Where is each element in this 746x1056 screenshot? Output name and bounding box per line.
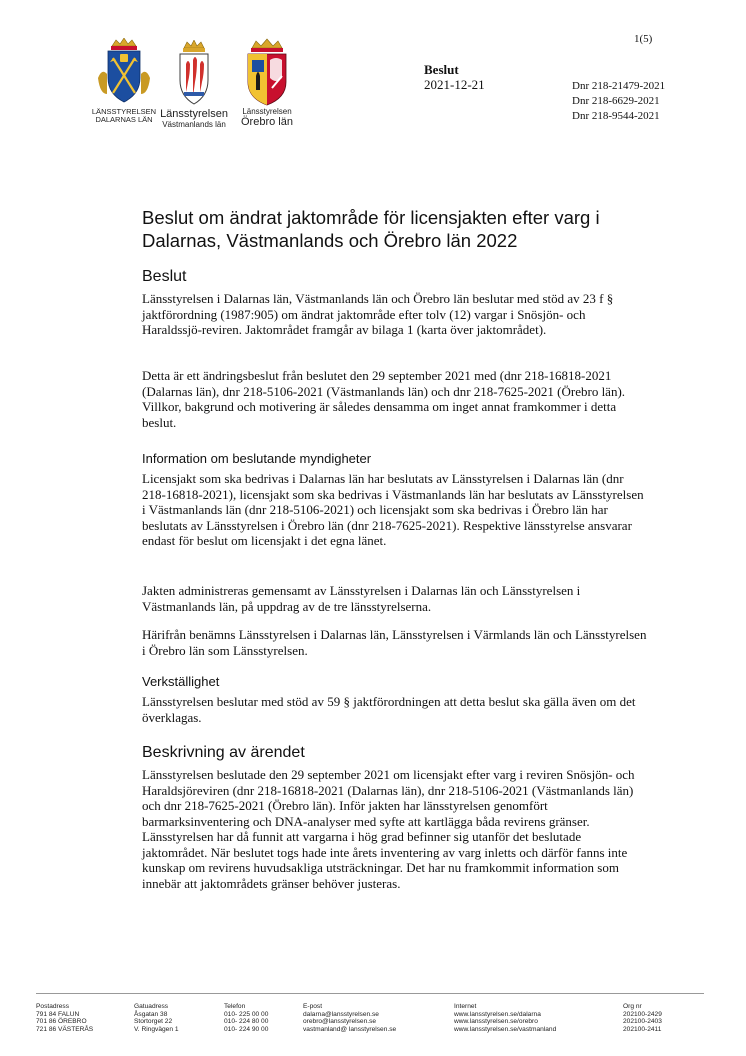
footer-gatuadress-line: V. Ringvägen 1: [134, 1025, 179, 1033]
logo-dalarna-line2: DALARNAS LÄN: [95, 115, 153, 124]
paragraph-beskrivning: Länsstyrelsen beslutade den 29 september 2021 om licensjakt efter varg i reviren Snösjön- och Haraldsjöreviren (dnr 218-16818-2021 (Dalarnas län), dnr 218-5106-2021 (Västmanlands län) och dnr 218-7625-2021 (Örebro län). Inför jakten har länsstyrelsen genomfört barmarksinventering och DNA-analyser med syfte att kartlägga båda revirens gränser. Länsstyrelsen har då funnit att vargarna i hög grad befinner sig utanför det beslutade jaktområdet. När beslutet togs hade inte årets inventering av varg inletts och därför fanns inte kunskap om revirens huvudsakliga utsträckningar. Det har nu framkommit information som innebär att jaktområdets gränser behöver justeras.: [142, 767, 635, 891]
footer-gatuadress-label: Gatuadress: [134, 1003, 169, 1010]
paragraph-beslut-2: Detta är ett ändringsbeslut från beslutet den 29 september 2021 med (dnr 218-16818-2021 (Dalarnas län), dnr 218-5106-2021 (Västmanlands län) och dnr 218-7625-2021 (Örebro län). Villkor, bakgrund och motivering är således densamma om inget annat framkommer i detta beslut.: [142, 368, 626, 430]
document-type: Beslut: [424, 62, 459, 77]
logo-vastmanland-line1: Länsstyrelsen: [160, 108, 228, 120]
footer-orgnr: [623, 1003, 662, 1033]
footer-epost-line: vastmanland@ lansstyrelsen.se: [303, 1025, 397, 1033]
footer-gatuadress-line: Stortorget 22: [134, 1018, 173, 1026]
page-number: 1(5): [634, 33, 653, 45]
footer-orgnr-line: 202100-2411: [623, 1025, 662, 1033]
dnr-list: [572, 79, 665, 124]
logo-vastmanland: [156, 40, 232, 129]
document-header: [424, 62, 485, 92]
footer-telefon-line: 010- 224 90 00: [224, 1025, 269, 1033]
heading-information: Information om beslutande myndigheter: [142, 451, 372, 466]
logo-vastmanland-line2: Västmanlands län: [162, 120, 226, 129]
heading-beskrivning: Beskrivning av ärendet: [142, 744, 305, 761]
paragraph-information-1: Licensjakt som ska bedrivas i Dalarnas län har beslutats av Länsstyrelsen i Dalarnas län (dnr 218-16818-2021), licensjakt som ska bedrivas i Västmanlands län har beslutats av Länsstyrelsen i Västmanlands län (dnr 218-5106-2021) och licensjakt som ska bedrivas i Örebro län har beslutats av Länsstyrelsen i Örebro län (dnr 218-7625-2021). Respektive länsstyrelse ansvarar endast för beslut om licensjakt i det egna länet.: [142, 471, 644, 548]
logo-orebro: [236, 38, 298, 128]
footer-internet-label: Internet: [454, 1003, 477, 1010]
logo-dalarna: [86, 38, 162, 124]
heading-beslut: Beslut: [142, 268, 187, 285]
dnr-1: Dnr 218-21479-2021: [572, 80, 666, 92]
footer-epost-line: dalarna@lansstyrelsen.se: [303, 1010, 379, 1018]
dnr-2: Dnr 218-6629-2021: [572, 95, 660, 107]
footer-internet: [454, 1003, 556, 1033]
footer-internet-line: www.lansstyrelsen.se/vastmanland: [454, 1025, 557, 1033]
document-date: 2021-12-21: [424, 77, 485, 92]
footer-gatuadress: [134, 1003, 178, 1033]
logo-orebro-line2: Örebro län: [241, 116, 293, 128]
heading-verkstallighet: Verkställighet: [142, 674, 220, 689]
dnr-3: Dnr 218-9544-2021: [572, 110, 660, 122]
footer-telefon-label: Telefon: [224, 1003, 246, 1010]
footer-orgnr-label: Org nr: [623, 1003, 642, 1010]
footer-divider: [36, 993, 704, 994]
footer-telefon-line: 010- 225 00 00: [224, 1010, 269, 1018]
footer-telefon: [224, 1003, 268, 1033]
footer-postadress-line: 701 86 ÖREBRO: [36, 1018, 87, 1026]
footer-internet-line: www.lansstyrelsen.se/dalarna: [454, 1010, 541, 1018]
footer-postadress-label: Postadress: [36, 1003, 69, 1010]
footer-internet-line: www.lansstyrelsen.se/orebro: [454, 1018, 538, 1026]
footer-epost: [303, 1003, 396, 1033]
orebro-coat-of-arms-icon: [236, 38, 298, 106]
footer-gatuadress-line: Åsgatan 38: [134, 1010, 168, 1018]
dalarna-coat-of-arms-icon: [86, 38, 162, 104]
paragraph-information-2: Jakten administreras gemensamt av Länsstyrelsen i Dalarnas län och Länsstyrelsen i Västmanlands län, på uppdrag av de tre länsstyrelserna.: [142, 583, 581, 614]
paragraph-information-3: Härifrån benämns Länsstyrelsen i Dalarnas län, Länsstyrelsen i Värmlands län och Länsstyrelsen i Örebro län som Länsstyrelsen.: [142, 627, 647, 658]
footer-orgnr-line: 202100-2403: [623, 1018, 662, 1026]
footer-orgnr-line: 202100-2429: [623, 1010, 662, 1018]
footer-telefon-line: 010- 224 80 00: [224, 1018, 269, 1026]
logo-dalarna-line1: LÄNSSTYRELSEN: [91, 107, 157, 116]
paragraph-beslut-1: Länsstyrelsen i Dalarnas län, Västmanlands län och Örebro län beslutar med stöd av 23 f § jaktförordning (1987:905) om ändrat jaktområde efter tolv (12) vargar i Snösjön- och Haraldssjö-reviren. Jaktområdet framgår av bilaga 1 (karta över jaktområdet).: [142, 291, 614, 337]
vastmanland-coat-of-arms-icon: [156, 40, 232, 106]
footer-epost-line: orebro@lansstyrelsen.se: [303, 1018, 377, 1026]
paragraph-verkstallighet: Länsstyrelsen beslutar med stöd av 59 § jaktförordningen att detta beslut ska gälla även om det överklagas.: [142, 694, 636, 725]
footer-postadress: [36, 1003, 93, 1033]
logo-orebro-line1: Länsstyrelsen: [242, 107, 292, 116]
footer-postadress-line: 721 86 VÄSTERÅS: [36, 1025, 94, 1033]
footer-epost-label: E-post: [303, 1003, 323, 1010]
footer-postadress-line: 791 84 FALUN: [36, 1010, 80, 1018]
document-title: Beslut om ändrat jaktområde för licensjakten efter varg i Dalarnas, Västmanlands och Örebro län 2022: [142, 207, 600, 251]
